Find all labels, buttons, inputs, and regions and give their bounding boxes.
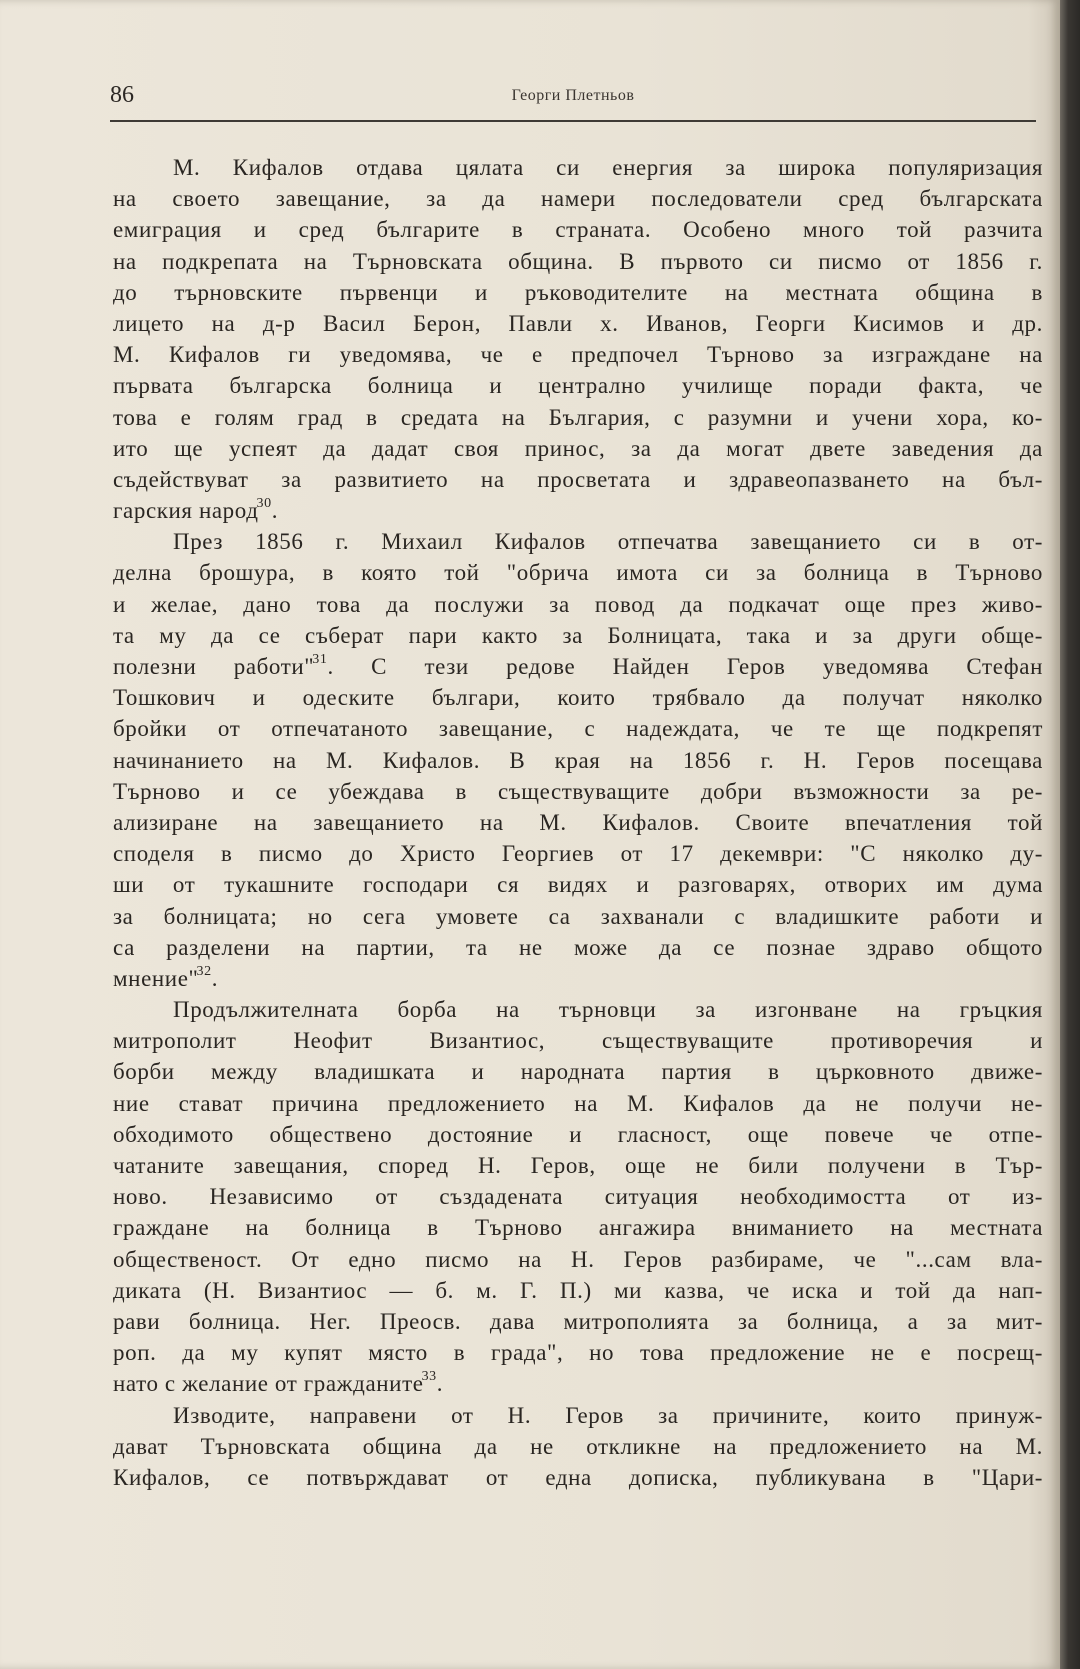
text-line: съдействуват за развитието на просветата и здравеопазването на бъл- (113, 466, 1043, 492)
text-line: чатаните завещания, според Н. Геров, още не били получени в Тър- (113, 1153, 1043, 1178)
line-text: . С тези редове Найден Геров уведомява Стефан (327, 654, 1043, 679)
paragraph-1 (113, 152, 1043, 526)
page-number: 86 (110, 82, 134, 108)
text-line (113, 651, 1043, 682)
text-line: споделя в писмо до Христо Георгиев от 17 декември: "С няколко ду- (113, 841, 1043, 867)
line-ending: . (271, 498, 279, 524)
text-line: обходимото обществено достояние и гласност, още повече че отпе- (113, 1121, 1043, 1147)
text-line: дават Търновската община да не откликне на предложението на М. (113, 1433, 1043, 1459)
text-line: и желае, дано това да послужи за повод да подкачат още през живо- (113, 591, 1043, 617)
footnote-ref: 31 (312, 652, 328, 667)
text-line: за болницата; но сега умовете са захванали с владишките работи и (113, 903, 1043, 929)
text-line: общественост. От едно писмо на Н. Геров разбираме, че "...сам вла- (113, 1246, 1043, 1272)
text-line: диката (Н. Византиос — б. м. Г. П.) ми казва, че иска и той да нап- (113, 1277, 1043, 1303)
text-line: М. Кифалов ги уведомява, че е предпочел Търново за изграждане на (113, 342, 1043, 368)
text-line: ши от тукашните господари ся видях и разговарях, отворих им дума (113, 872, 1043, 898)
paragraph-4 (113, 1400, 1043, 1494)
text-line: на подкрепата на Търновската община. В първото си писмо от 1856 г. (113, 248, 1043, 274)
footnote-ref: 32 (196, 963, 212, 979)
header-rule (110, 120, 1036, 122)
text-line: ново. Независимо от създадената ситуация необходимостта от из- (113, 1184, 1043, 1210)
text-line (113, 495, 1043, 526)
text-line: През 1856 г. Михаил Кифалов отпечатва завещанието си в от- (173, 529, 1043, 555)
text-line: Изводите, направени от Н. Геров за причините, които принуж- (173, 1402, 1043, 1428)
text-line: на своето завещание, за да намери последователи сред българската (113, 186, 1043, 212)
line-text: полезни работи" (113, 654, 315, 679)
text-line: са разделени на партии, та не може да се познае здраво общото (113, 934, 1043, 960)
text-line: лицето на д-р Васил Берон, Павли х. Иванов, Георги Кисимов и др. (113, 310, 1043, 336)
footnote-ref: 30 (256, 496, 272, 512)
page-header (110, 78, 1036, 118)
text-line: М. Кифалов отдава цялата си енергия за широка популяризация (173, 155, 1043, 180)
text-line: рави болница. Нег. Преосв. дава митрополията за болница, а за мит- (113, 1308, 1043, 1334)
text-line: граждане на болница в Търново ангажира вниманието на местната (113, 1215, 1043, 1241)
text-line: до търновските първенци и ръководителите на местната община в (113, 279, 1043, 305)
text-line: та му да се съберат пари както за Болницата, така и за други обще- (113, 622, 1043, 648)
line-text: нато с желание от гражданите (113, 1371, 424, 1397)
text-line: ито ще успеят да дадат своя принос, за да могат двете заведения да (113, 435, 1043, 461)
line-text: мнение" (113, 965, 199, 991)
line-ending: . (211, 965, 219, 991)
text-line: делна брошура, в която той "обрича имота си за болница в Търново (113, 560, 1043, 586)
text-line: начинанието на М. Кифалов. В края на 1856 г. Н. Геров посещава (113, 747, 1043, 773)
line-ending: . (436, 1371, 444, 1397)
text-line: бройки от отпечатаното завещание, с надеждата, че те ще подкрепят (113, 716, 1043, 742)
line-text: гарския народ (113, 498, 259, 524)
text-line: Тошкович и одеските българи, които трябвало да получат няколко (113, 685, 1043, 711)
text-line: емиграция и сред българите в страната. Особено много той разчита (113, 217, 1043, 243)
body-text (113, 152, 1043, 1493)
text-line: Търново и се убеждава в съществуващите добри възможности за ре- (113, 778, 1043, 804)
text-line: борби между владишката и народната партия в църковното движе- (113, 1059, 1043, 1085)
text-line: митрополит Неофит Византиос, съществуващите противоречия и (113, 1028, 1043, 1054)
text-line (113, 1368, 1043, 1399)
paragraph-2 (113, 526, 1043, 994)
running-head: Георги Плетньов (511, 87, 635, 104)
text-line: Кифалов, се потвърждават от една дописка, публикувана в "Цари- (113, 1464, 1043, 1490)
text-line (113, 963, 1043, 994)
footnote-ref: 33 (421, 1369, 437, 1385)
text-line: това е голям град в средата на България, с разумни и учени хора, ко- (113, 404, 1043, 430)
book-edge (1060, 0, 1080, 1669)
paragraph-3 (113, 994, 1043, 1399)
text-line: роп. да му купят място в града", но това предложение не е посрещ- (113, 1340, 1043, 1366)
text-line: първата българска болница и централно училище поради факта, че (113, 373, 1043, 399)
text-line: ние стават причина предложението на М. Кифалов да не получи не- (113, 1090, 1043, 1116)
text-line: Продължителната борба на търновци за изгонване на гръцкия (173, 997, 1043, 1023)
text-line: ализиране на завещанието на М. Кифалов. Своите впечатления той (113, 809, 1043, 835)
